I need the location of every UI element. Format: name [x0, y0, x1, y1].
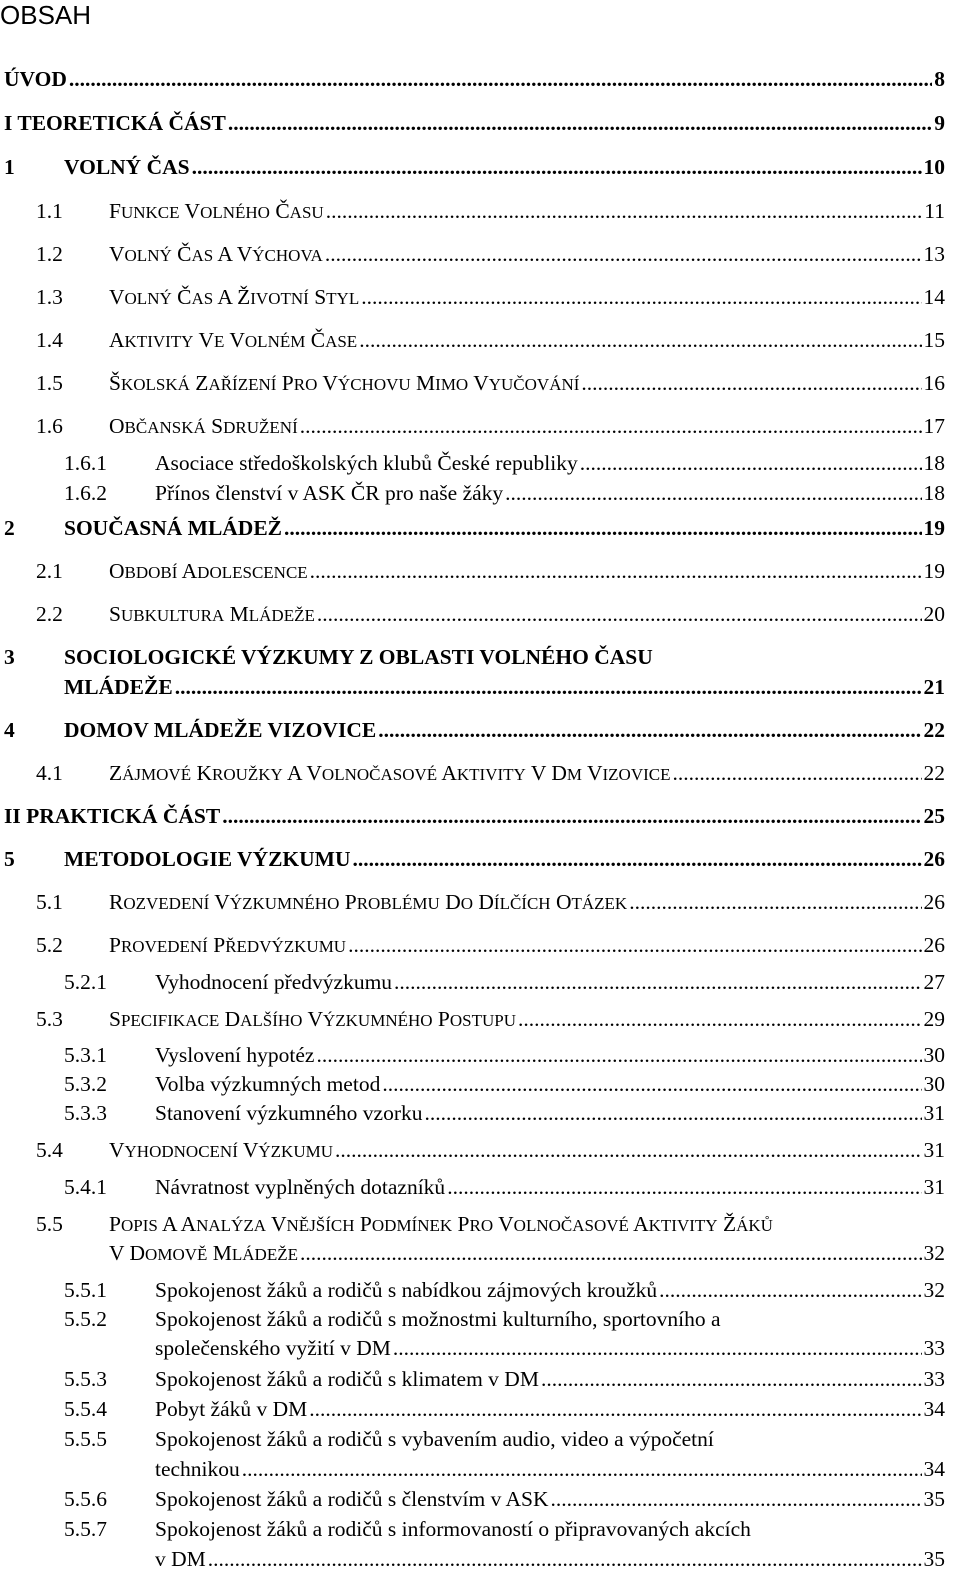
- toc-entry-page: 15: [923, 328, 945, 352]
- toc-entry-number: 5.5: [36, 1212, 63, 1236]
- toc-entry[interactable]: [0, 480, 945, 506]
- toc-entry-page: 18: [923, 481, 945, 505]
- toc-entry[interactable]: [0, 889, 945, 915]
- toc-entry-number: 5.4: [36, 1138, 63, 1162]
- toc-entry-page: 19: [923, 559, 945, 583]
- dot-leader: [208, 1546, 922, 1572]
- toc-entry-number: 1.5: [36, 371, 63, 395]
- toc-entry[interactable]: [0, 1174, 945, 1200]
- toc-entry-number: 5.5.7: [64, 1517, 107, 1541]
- toc-entry-title: VOLNÝ ČAS: [64, 155, 190, 179]
- toc-entry-title: VYHODNOCENÍ VÝZKUMU: [109, 1138, 333, 1162]
- toc-entry-title: OBČANSKÁ SDRUŽENÍ: [109, 414, 298, 438]
- dot-leader: [541, 1366, 922, 1392]
- toc-entry-page: 10: [923, 155, 945, 179]
- toc-entry-page: 27: [923, 970, 945, 994]
- toc-entry[interactable]: [0, 1240, 945, 1266]
- toc-entry-title: Asociace středoškolských klubů České republiky: [155, 451, 578, 475]
- toc-entry-number: 5.3.1: [64, 1043, 107, 1067]
- toc-entry-number: 5.2: [36, 933, 63, 957]
- dot-leader: [551, 1486, 922, 1512]
- toc-entry[interactable]: [0, 1042, 945, 1068]
- toc-entry-title: ZÁJMOVÉ KROUŽKY A VOLNOČASOVÉ AKTIVITY V DM VIZOVICE: [109, 761, 671, 785]
- dot-leader: [228, 110, 932, 136]
- toc-entry-number: 1.1: [36, 199, 63, 223]
- toc-entry[interactable]: [0, 644, 945, 670]
- toc-entry[interactable]: [0, 932, 945, 958]
- toc-entry-title: OBDOBÍ ADOLESCENCE: [109, 559, 308, 583]
- toc-entry-page: 35: [923, 1547, 945, 1571]
- toc-entry[interactable]: [0, 558, 945, 584]
- dot-leader: [673, 760, 922, 786]
- dot-leader: [317, 601, 922, 627]
- toc-entry-number: 2.2: [36, 602, 63, 626]
- toc-entry-page: 34: [923, 1397, 945, 1421]
- toc-entry[interactable]: [0, 1006, 945, 1032]
- toc-entry-number: 5.5.1: [64, 1278, 107, 1302]
- toc-entry[interactable]: [0, 674, 945, 700]
- toc-entry-title: Spokojenost žáků a rodičů s možnostmi kulturního, sportovního a: [155, 1307, 721, 1331]
- dot-leader: [659, 1277, 921, 1303]
- dot-leader: [378, 717, 921, 743]
- toc-entry-page: 16: [923, 371, 945, 395]
- toc-entry-title: MLÁDEŽE: [64, 675, 173, 699]
- toc-entry-title: VOLNÝ ČAS A ŽIVOTNÍ STYL: [109, 285, 360, 309]
- toc-entry-title: Spokojenost žáků a rodičů s nabídkou zájmových kroužků: [155, 1278, 658, 1302]
- toc-entry[interactable]: [0, 1426, 945, 1452]
- toc-entry-number: 5.5.6: [64, 1487, 107, 1511]
- dot-leader: [348, 932, 921, 958]
- toc-entry-number: 5.5.4: [64, 1397, 107, 1421]
- dot-leader: [326, 198, 923, 224]
- toc-entry-page: 33: [923, 1367, 945, 1391]
- dot-leader: [361, 284, 921, 310]
- toc-entry-page: 35: [923, 1487, 945, 1511]
- dot-leader: [580, 450, 922, 476]
- dot-leader: [518, 1006, 922, 1032]
- dot-leader: [192, 154, 922, 180]
- toc-entry[interactable]: [0, 284, 945, 310]
- dot-leader: [316, 1042, 921, 1068]
- toc-entry[interactable]: [0, 110, 945, 136]
- dot-leader: [447, 1174, 921, 1200]
- toc-entry-page: 32: [923, 1278, 945, 1302]
- toc-entry[interactable]: [0, 846, 945, 872]
- toc-entry-page: 20: [923, 602, 945, 626]
- toc-entry-page: 30: [923, 1072, 945, 1096]
- dot-leader: [581, 370, 921, 396]
- toc-entry[interactable]: [0, 413, 945, 439]
- toc-entry-page: 31: [923, 1138, 945, 1162]
- toc-entry-page: 26: [923, 933, 945, 957]
- toc-entry[interactable]: [0, 1396, 945, 1422]
- dot-leader: [69, 66, 932, 92]
- toc-entry[interactable]: [0, 1516, 945, 1542]
- toc-entry-title: Vyslovení hypotéz: [155, 1043, 315, 1067]
- toc-entry-number: 5.1: [36, 890, 63, 914]
- toc-entry-number: 1.3: [36, 285, 63, 309]
- toc-entry-page: 30: [923, 1043, 945, 1067]
- toc-entry-number: 1.2: [36, 242, 63, 266]
- toc-entry-page: 14: [923, 285, 945, 309]
- toc-entry-number: 3: [4, 645, 15, 669]
- toc-entry-page: 19: [923, 516, 945, 540]
- toc-entry-number: 5: [4, 847, 15, 871]
- toc-entry-title: technikou: [155, 1457, 240, 1481]
- toc-entry-page: 25: [923, 804, 945, 828]
- toc-entry[interactable]: [0, 1306, 945, 1332]
- toc-entry-title: Spokojenost žáků a rodičů s informovaností o připravovaných akcích: [155, 1517, 751, 1541]
- toc-entry-title: ROZVEDENÍ VÝZKUMNÉHO PROBLÉMU DO DÍLČÍCH OTÁZEK: [109, 890, 628, 914]
- toc-entry-title: Spokojenost žáků a rodičů s vybavením audio, video a výpočetní: [155, 1427, 714, 1451]
- toc-entry-page: 31: [923, 1101, 945, 1125]
- toc-entry-title: SOCIOLOGICKÉ VÝZKUMY Z OBLASTI VOLNÉHO ČASU: [64, 645, 653, 669]
- toc-entry-number: 4.1: [36, 761, 63, 785]
- toc-entry-number: 1.6.2: [64, 481, 107, 505]
- toc-entry[interactable]: [0, 803, 945, 829]
- toc-entry-number: 1.4: [36, 328, 63, 352]
- toc-entry-title: PROVEDENÍ PŘEDVÝZKUMU: [109, 933, 347, 957]
- toc-entry-page: 31: [923, 1175, 945, 1199]
- toc-entry-title: AKTIVITY VE VOLNÉM ČASE: [109, 328, 358, 352]
- toc-entry-number: 5.5.5: [64, 1427, 107, 1451]
- toc-entry[interactable]: [0, 1137, 945, 1163]
- toc-entry[interactable]: [0, 760, 945, 786]
- toc-entry-number: 5.5.3: [64, 1367, 107, 1391]
- toc-entry-page: 13: [923, 242, 945, 266]
- toc-entry-page: 22: [923, 718, 945, 742]
- toc-entry-title: DOMOV MLÁDEŽE VIZOVICE: [64, 718, 377, 742]
- toc-entry[interactable]: [0, 1456, 945, 1482]
- toc-entry-title: Přínos členství v ASK ČR pro naše žáky: [155, 481, 504, 505]
- toc-entry[interactable]: [0, 1071, 945, 1097]
- toc-entry-title: METODOLOGIE VÝZKUMU: [64, 847, 351, 871]
- toc-entry-title: SPECIFIKACE DALŠÍHO VÝZKUMNÉHO POSTUPU: [109, 1007, 516, 1031]
- dot-leader: [222, 803, 921, 829]
- toc-entry-number: 2: [4, 516, 15, 540]
- toc-entry[interactable]: [0, 1211, 945, 1237]
- toc-entry[interactable]: [0, 717, 945, 743]
- toc-entry-page: 22: [923, 761, 945, 785]
- toc-entry-number: 5.3.2: [64, 1072, 107, 1096]
- toc-entry-title: Stanovení výzkumného vzorku: [155, 1101, 423, 1125]
- toc-entry[interactable]: [0, 969, 945, 995]
- toc-entry-number: 5.2.1: [64, 970, 107, 994]
- toc-entry-title: společenského vyžití v DM: [155, 1336, 391, 1360]
- toc-entry-title: VOLNÝ ČAS A VÝCHOVA: [109, 242, 323, 266]
- dot-leader: [425, 1100, 922, 1126]
- toc-entry-page: 26: [923, 847, 945, 871]
- toc-entry-number: 5.3: [36, 1007, 63, 1031]
- toc-entry-number: 5.3.3: [64, 1101, 107, 1125]
- toc-entry-page: 11: [924, 199, 945, 223]
- toc-entry-page: 34: [923, 1457, 945, 1481]
- toc-entry[interactable]: [0, 154, 945, 180]
- toc-entry[interactable]: [0, 515, 945, 541]
- toc-entry[interactable]: [0, 241, 945, 267]
- toc-entry-title: v DM: [155, 1547, 206, 1571]
- toc-entry-number: 4: [4, 718, 15, 742]
- toc-entry-title: Volba výzkumných metod: [155, 1072, 381, 1096]
- toc-entry-title: ÚVOD: [4, 67, 67, 91]
- toc-entry-title: Návratnost vyplněných dotazníků: [155, 1175, 446, 1199]
- toc-entry[interactable]: [0, 1546, 945, 1572]
- toc-entry-number: 1.6.1: [64, 451, 107, 475]
- toc-entry-page: 29: [923, 1007, 945, 1031]
- page-title: OBSAH: [0, 0, 92, 30]
- toc-entry-page: 9: [934, 111, 945, 135]
- toc-entry-number: 2.1: [36, 559, 63, 583]
- toc-entry[interactable]: [0, 601, 945, 627]
- toc-entry-title: FUNKCE VOLNÉHO ČASU: [109, 199, 324, 223]
- toc-entry-title: Vyhodnocení předvýzkumu: [155, 970, 393, 994]
- toc-entry-number: 1: [4, 155, 15, 179]
- dot-leader: [393, 1335, 922, 1361]
- dot-leader: [394, 969, 921, 995]
- toc-entry[interactable]: [0, 370, 945, 396]
- toc-entry-title: II PRAKTICKÁ ČÁST: [4, 804, 221, 828]
- toc-entry-page: 17: [923, 414, 945, 438]
- toc-entry-title: POPIS A ANALÝZA VNĚJŠÍCH PODMÍNEK PRO VOLNOČASOVÉ AKTIVITY ŽÁKŮ: [109, 1212, 773, 1236]
- toc-entry-title: Pobyt žáků v DM: [155, 1397, 308, 1421]
- toc-entry[interactable]: [0, 1277, 945, 1303]
- toc-entry-title: SUBKULTURA MLÁDEŽE: [109, 602, 315, 626]
- dot-leader: [382, 1071, 921, 1097]
- toc-entry[interactable]: [0, 1486, 945, 1512]
- dot-leader: [242, 1456, 922, 1482]
- dot-leader: [629, 889, 921, 915]
- toc-entry-title: Spokojenost žáků a rodičů s klimatem v DM: [155, 1367, 539, 1391]
- dot-leader: [359, 327, 921, 353]
- toc-entry-page: 33: [923, 1336, 945, 1360]
- dot-leader: [505, 480, 921, 506]
- dot-leader: [310, 558, 922, 584]
- toc-entry-title: V DOMOVĚ MLÁDEŽE: [109, 1241, 298, 1265]
- toc-entry-page: 26: [923, 890, 945, 914]
- dot-leader: [300, 413, 922, 439]
- dot-leader: [353, 846, 922, 872]
- dot-leader: [325, 241, 922, 267]
- toc-entry-title: I TEORETICKÁ ČÁST: [4, 111, 226, 135]
- dot-leader: [175, 674, 922, 700]
- toc-entry-page: 8: [934, 67, 945, 91]
- toc-entry-number: 1.6: [36, 414, 63, 438]
- toc-entry-page: 32: [923, 1241, 945, 1265]
- toc-entry[interactable]: [0, 1100, 945, 1126]
- toc-entry-title: Spokojenost žáků a rodičů s členstvím v ASK: [155, 1487, 549, 1511]
- toc-entry-page: 18: [923, 451, 945, 475]
- toc-entry[interactable]: [0, 1366, 945, 1392]
- toc-entry[interactable]: [0, 1335, 945, 1361]
- toc-entry-title: SOUČASNÁ MLÁDEŽ: [64, 516, 283, 540]
- toc-entry-number: 5.5.2: [64, 1307, 107, 1331]
- toc-entry[interactable]: [0, 66, 945, 92]
- toc-entry-page: 21: [923, 675, 945, 699]
- toc-entry-number: 5.4.1: [64, 1175, 107, 1199]
- toc-entry[interactable]: [0, 198, 945, 224]
- toc-entry[interactable]: [0, 327, 945, 353]
- toc-entry[interactable]: [0, 450, 945, 476]
- toc-entry-title: ŠKOLSKÁ ZAŘÍZENÍ PRO VÝCHOVU MIMO VYUČOVÁNÍ: [109, 371, 580, 395]
- dot-leader: [309, 1396, 921, 1422]
- dot-leader: [300, 1240, 922, 1266]
- dot-leader: [284, 515, 921, 541]
- dot-leader: [335, 1137, 922, 1163]
